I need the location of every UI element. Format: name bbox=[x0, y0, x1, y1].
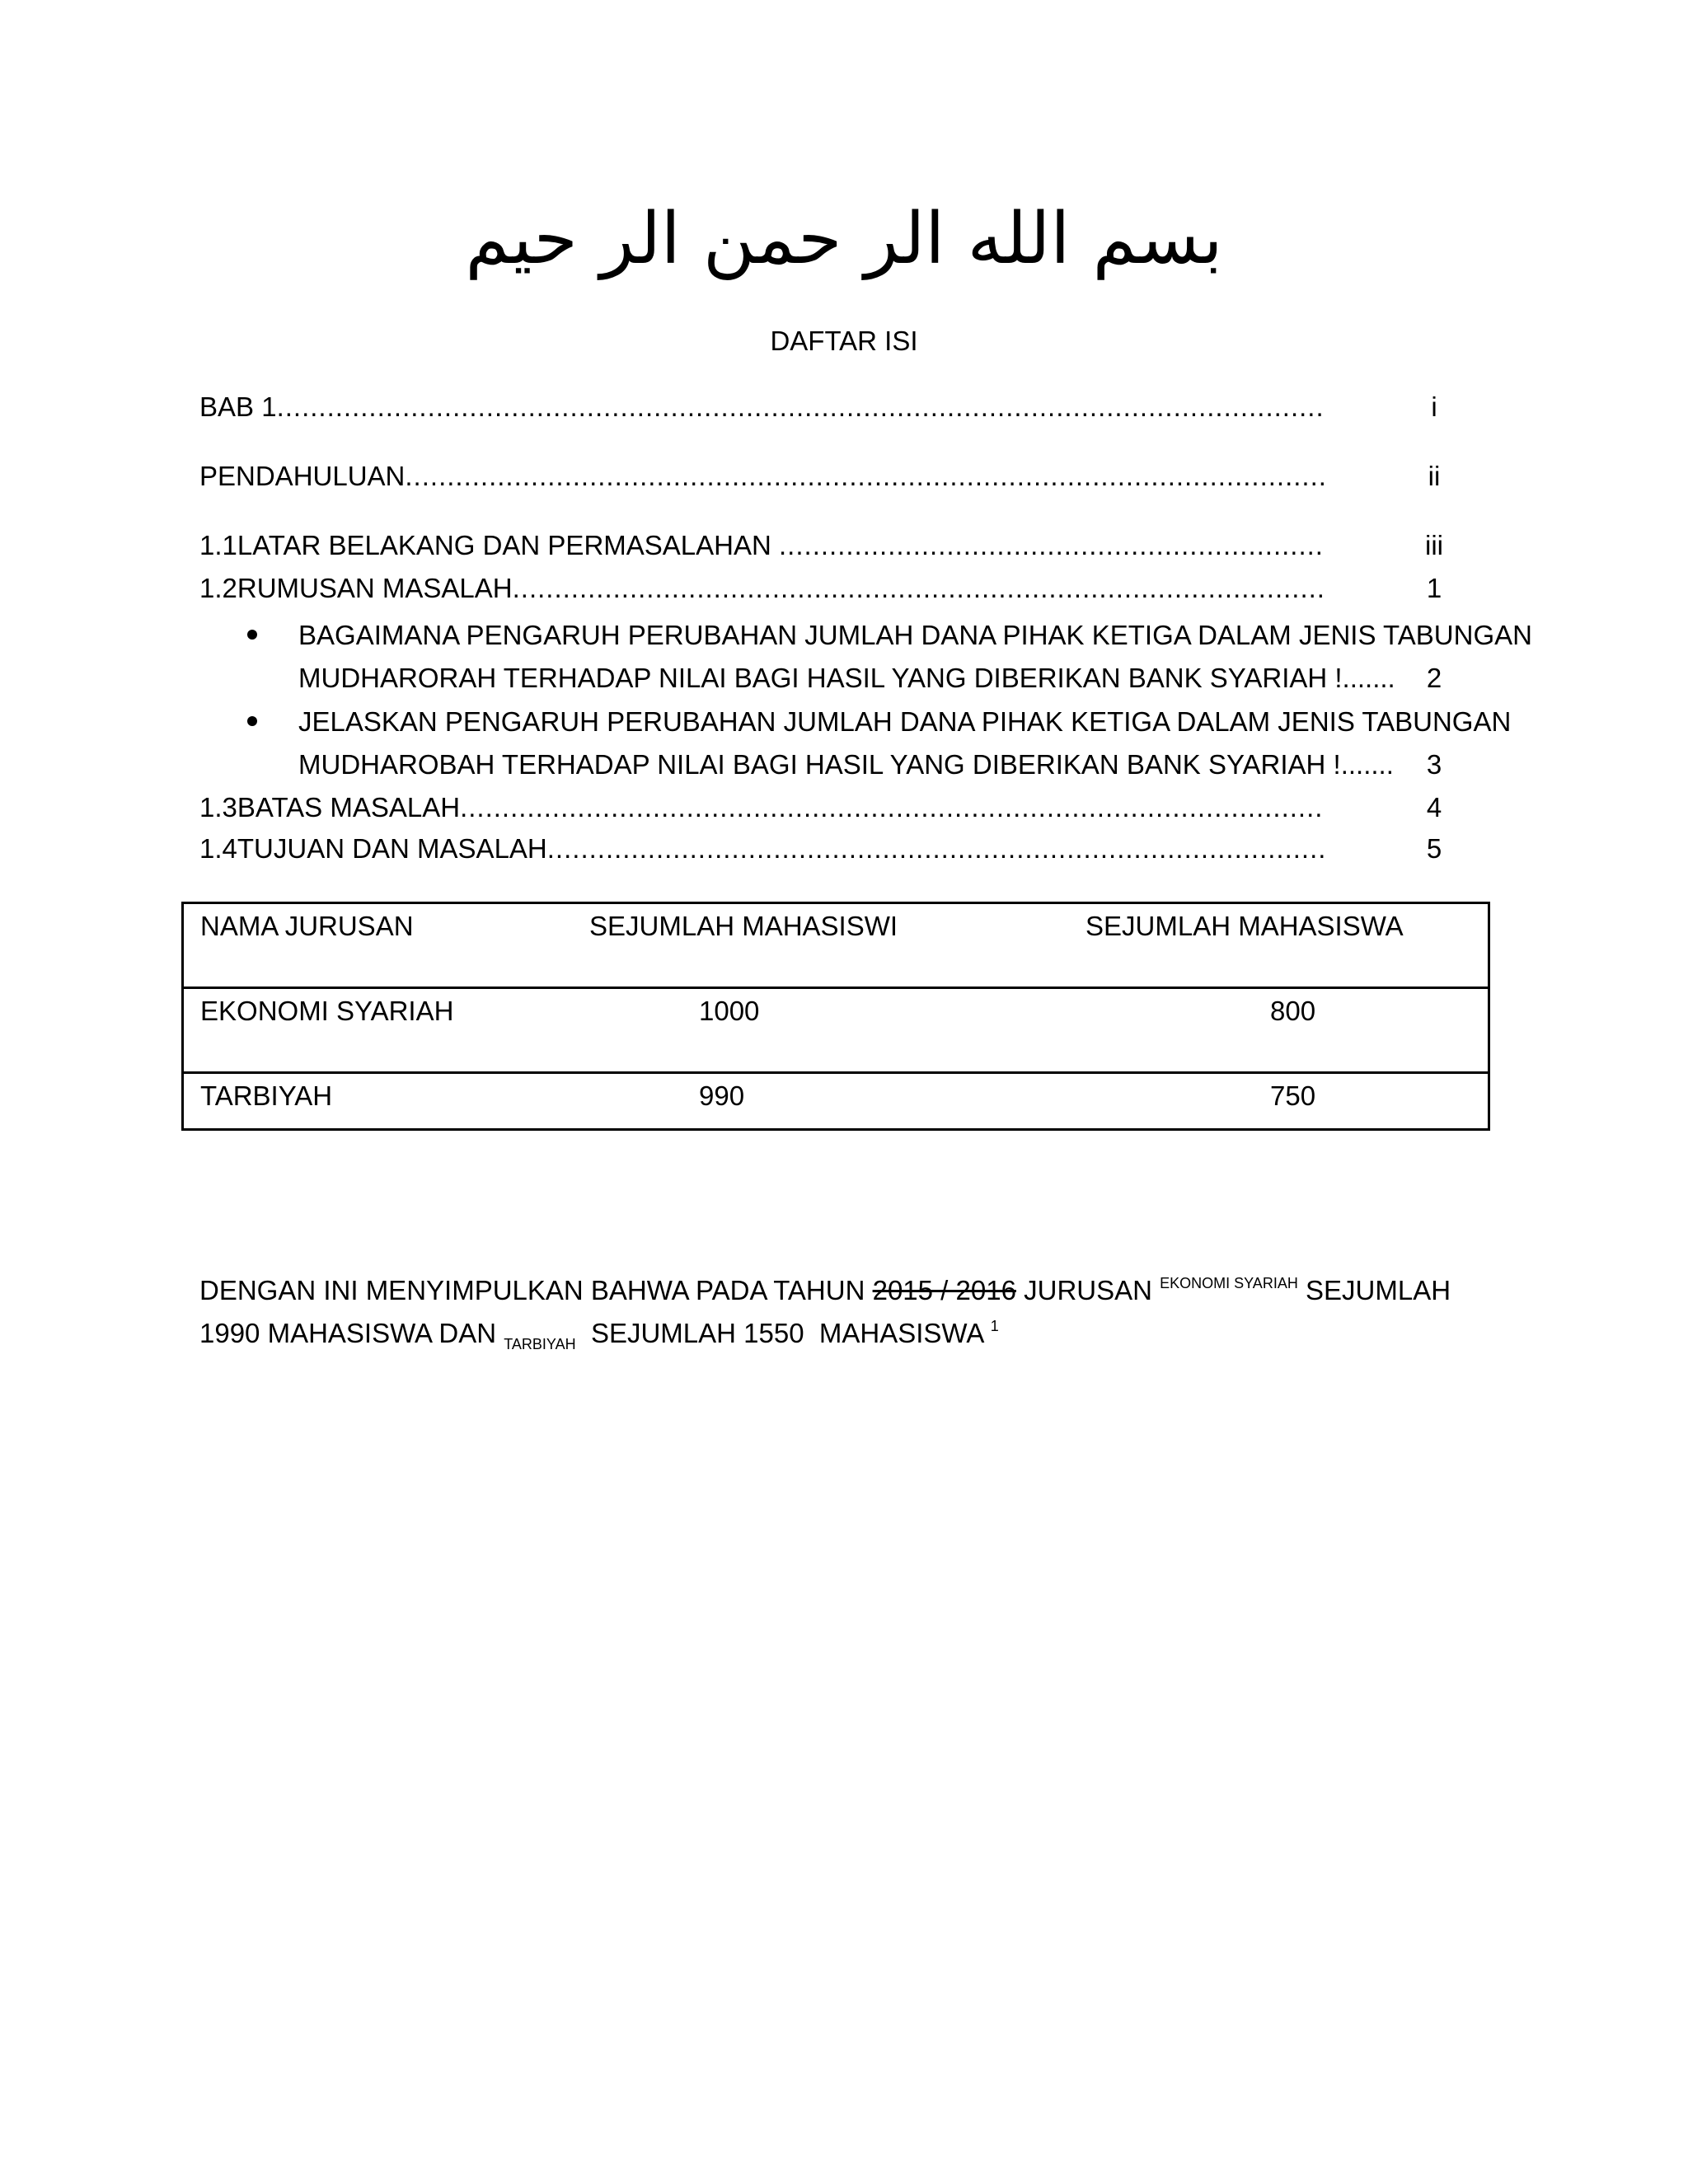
bullet-icon bbox=[247, 630, 257, 640]
table-row bbox=[183, 988, 1489, 1073]
toc-title: DAFTAR ISI bbox=[770, 326, 918, 356]
toc-entry-label: BATAS MASALAH bbox=[237, 792, 461, 823]
table-header-cell: NAMA JURUSAN bbox=[183, 903, 588, 988]
conclusion-text: SEJUMLAH 1550 MAHASISWA bbox=[575, 1318, 991, 1348]
toc-entry-label: BAB 1 bbox=[199, 391, 277, 422]
toc-entry-number: 1.2 bbox=[199, 573, 237, 603]
toc-entry-pendahuluan[interactable] bbox=[199, 458, 1325, 494]
table-cell: TARBIYAH bbox=[183, 1073, 588, 1130]
toc-bullet-2-line1[interactable]: JELASKAN PENGARUH PERUBAHAN JUMLAH DANA PIHAK KETIGA DALAM JENIS TABUNGAN bbox=[298, 706, 1512, 737]
toc-dot-leader bbox=[405, 458, 1325, 494]
toc-page-number: 5 bbox=[1426, 833, 1442, 864]
toc-dot-leader bbox=[277, 389, 1325, 425]
toc-page-number: 2 bbox=[1426, 663, 1442, 693]
toc-entry-1-3[interactable] bbox=[199, 790, 1325, 826]
table-cell: 800 bbox=[1084, 988, 1489, 1073]
subscript-jurusan: TARBIYAH bbox=[504, 1336, 576, 1352]
struck-year: 2015 / 2016 bbox=[872, 1275, 1016, 1305]
superscript-jurusan: EKONOMI SYARIAH bbox=[1160, 1275, 1298, 1291]
conclusion-text: DENGAN INI MENYIMPULKAN BAHWA PADA TAHUN bbox=[199, 1275, 873, 1305]
footnote-marker[interactable]: 1 bbox=[990, 1318, 999, 1334]
table-cell: 990 bbox=[588, 1073, 1084, 1130]
conclusion-text: SEJUMLAH 1990 MAHASISWA DAN bbox=[199, 1275, 1459, 1348]
toc-entry-1-4[interactable] bbox=[199, 831, 1325, 867]
toc-entry-bab[interactable] bbox=[199, 389, 1325, 425]
toc-entry-label: TUJUAN DAN MASALAH bbox=[237, 833, 547, 864]
toc-page-number: ii bbox=[1428, 461, 1441, 491]
table-header-cell: SEJUMLAH MAHASISWA bbox=[1084, 903, 1489, 988]
table-cell: 1000 bbox=[588, 988, 1084, 1073]
conclusion-text: JURUSAN bbox=[1015, 1275, 1160, 1305]
toc-entry-1-1[interactable] bbox=[199, 527, 1325, 564]
toc-dot-leader bbox=[547, 831, 1325, 867]
table-cell: EKONOMI SYARIAH bbox=[183, 988, 588, 1073]
toc-page-number: 1 bbox=[1426, 573, 1442, 603]
toc-dot-leader bbox=[779, 527, 1325, 564]
toc-entry-number: 1.3 bbox=[199, 792, 237, 823]
toc-bullet-2-line2[interactable]: MUDHAROBAH TERHADAP NILAI BAGI HASIL YANG DIBERIKAN BANK SYARIAH !....... bbox=[298, 749, 1394, 780]
bullet-icon bbox=[247, 716, 257, 726]
toc-entry-number: 1.1 bbox=[199, 530, 237, 560]
toc-page-number: 3 bbox=[1426, 749, 1442, 780]
table-row bbox=[183, 1073, 1489, 1130]
conclusion-paragraph bbox=[199, 1269, 1502, 1355]
toc-page-number: i bbox=[1431, 391, 1437, 422]
table-header-cell: SEJUMLAH MAHASISWI bbox=[588, 903, 1084, 988]
toc-dot-leader bbox=[460, 790, 1325, 826]
table-header-row bbox=[183, 903, 1489, 988]
student-count-table bbox=[181, 902, 1490, 1131]
toc-entry-label: RUMUSAN MASALAH bbox=[237, 573, 513, 603]
toc-bullet-1-line1[interactable]: BAGAIMANA PENGARUH PERUBAHAN JUMLAH DANA PIHAK KETIGA DALAM JENIS TABUNGAN bbox=[298, 620, 1532, 650]
basmalah-heading: بسم الله الر حمن الر حيم bbox=[465, 198, 1223, 280]
toc-page-number: 4 bbox=[1426, 792, 1442, 823]
toc-entry-number: 1.4 bbox=[199, 833, 237, 864]
toc-page-number: iii bbox=[1425, 530, 1443, 560]
toc-entry-label: PENDAHULUAN bbox=[199, 461, 406, 491]
toc-bullet-1-line2[interactable]: MUDHARORAH TERHADAP NILAI BAGI HASIL YANG DIBERIKAN BANK SYARIAH !....... bbox=[298, 663, 1395, 693]
toc-entry-1-2[interactable] bbox=[199, 570, 1325, 607]
toc-dot-leader bbox=[513, 570, 1325, 607]
table-cell: 750 bbox=[1084, 1073, 1489, 1130]
toc-entry-label: LATAR BELAKANG DAN PERMASALAHAN bbox=[237, 530, 780, 560]
